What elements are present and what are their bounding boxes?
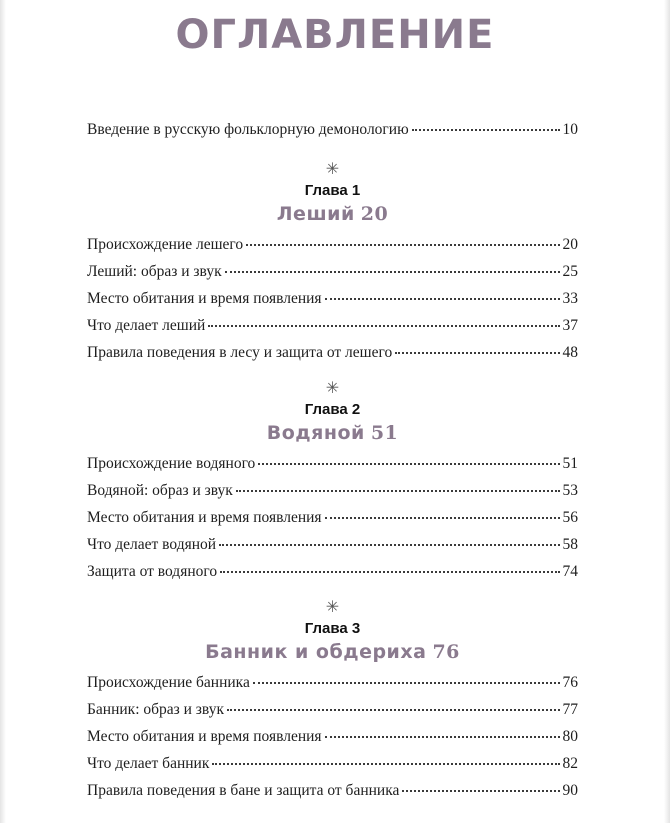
toc-entry[interactable] (87, 531, 578, 558)
chapter-number: Глава 1 (304, 182, 361, 199)
toc-entry-page: 53 (562, 482, 578, 499)
toc-entry[interactable] (87, 558, 578, 585)
dot-leader (325, 298, 560, 300)
toc-entry-label: Что делает водяной (87, 536, 217, 553)
chapter-number: Глава 2 (304, 401, 361, 418)
chapter-title-text: Водяной (266, 422, 365, 444)
dot-leader (208, 325, 559, 327)
chapter-title-text: Леший (276, 203, 355, 225)
toc-entry-label: Место обитания и время появления (87, 290, 322, 307)
toc-entry-page: 25 (562, 263, 578, 280)
chapter-title[interactable] (87, 201, 578, 227)
toc-entry[interactable] (87, 477, 578, 504)
divider-ornament-icon: ✳ (325, 159, 340, 178)
toc-entry-page: 10 (562, 121, 578, 138)
toc-entry-page: 33 (562, 290, 578, 307)
dot-leader (212, 763, 559, 765)
toc-entry-page: 48 (562, 344, 578, 361)
chapter-title[interactable] (87, 639, 578, 665)
chapter-title-text: Банник и обдериха (205, 641, 427, 663)
table-of-contents (87, 116, 578, 804)
dot-leader (236, 490, 560, 492)
toc-entry-label: Происхождение банника (87, 674, 250, 691)
chapter-title-page: 51 (370, 422, 399, 444)
toc-entry-page: 76 (562, 674, 578, 691)
dot-leader (258, 463, 559, 465)
page-edge-right (664, 0, 670, 823)
dot-leader (253, 682, 560, 684)
toc-entry-label: Что делает банник (87, 755, 210, 772)
toc-entry-label: Леший: образ и звук (87, 263, 222, 280)
toc-entry[interactable] (87, 450, 578, 477)
toc-entry-page: 82 (562, 755, 578, 772)
toc-entry-intro[interactable] (87, 116, 578, 143)
toc-entry[interactable] (87, 312, 578, 339)
toc-entry-label: Правила поведения в бане и защита от банника (87, 782, 400, 799)
toc-entry-page: 77 (562, 701, 578, 718)
toc-entry[interactable] (87, 231, 578, 258)
toc-entry-label: Происхождение лешего (87, 236, 244, 253)
toc-entry[interactable] (87, 504, 578, 531)
toc-entry-page: 80 (562, 728, 578, 745)
page-title: ОГЛАВЛЕНИЕ (175, 12, 495, 58)
toc-entry[interactable] (87, 723, 578, 750)
toc-entry-page: 58 (562, 536, 578, 553)
toc-entry-label: Водяной: образ и звук (87, 482, 233, 499)
toc-entry[interactable] (87, 777, 578, 804)
toc-entry-label: Место обитания и время появления (87, 728, 322, 745)
chapter-title-page: 76 (432, 641, 460, 663)
toc-entry[interactable] (87, 669, 578, 696)
toc-entry-label: Происхождение водяного (87, 455, 256, 472)
dot-leader (219, 544, 559, 546)
toc-entry-label: Что делает леший (87, 317, 206, 334)
chapter-title[interactable] (87, 420, 578, 446)
toc-entry-page: 90 (562, 782, 578, 799)
page-edge-left (0, 0, 6, 823)
toc-entry-page: 56 (562, 509, 578, 526)
dot-leader (246, 244, 559, 246)
toc-entry[interactable] (87, 750, 578, 777)
toc-entry-label: Место обитания и время появления (87, 509, 322, 526)
chapter-title-page: 20 (360, 203, 389, 225)
toc-entry[interactable] (87, 339, 578, 366)
chapter-number: Глава 3 (304, 620, 361, 637)
toc-entry-label: Введение в русскую фольклорную демонологию (87, 121, 409, 138)
divider-ornament-icon: ✳ (325, 597, 340, 616)
toc-entry-page: 37 (562, 317, 578, 334)
toc-entry[interactable] (87, 258, 578, 285)
toc-entry-page: 20 (562, 236, 578, 253)
toc-entry[interactable] (87, 696, 578, 723)
dot-leader (325, 736, 560, 738)
toc-entry-page: 51 (562, 455, 578, 472)
dot-leader (402, 790, 559, 792)
toc-entry-label: Защита от водяного (87, 563, 218, 580)
toc-entry[interactable] (87, 285, 578, 312)
dot-leader (225, 271, 560, 273)
dot-leader (325, 517, 560, 519)
toc-entry-label: Правила поведения в лесу и защита от лешего (87, 344, 393, 361)
dot-leader (412, 129, 560, 131)
chapter-heading-3 (87, 619, 578, 665)
toc-entry-label: Банник: образ и звук (87, 701, 225, 718)
dot-leader (395, 352, 559, 354)
dot-leader (220, 571, 559, 573)
dot-leader (227, 709, 559, 711)
divider-ornament-icon: ✳ (325, 378, 340, 397)
chapter-heading-2 (87, 400, 578, 446)
chapter-heading-1 (87, 181, 578, 227)
toc-entry-page: 74 (562, 563, 578, 580)
